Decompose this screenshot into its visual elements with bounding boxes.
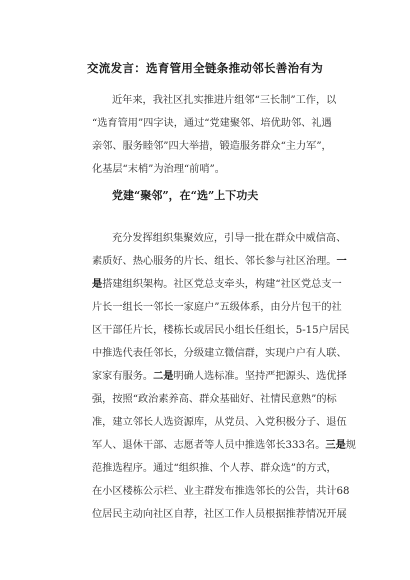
body-line [92, 273, 342, 296]
body-line [92, 480, 350, 503]
body-text: 片长一组长一邻长一家庭户”五级体系，由分片包干的社 [92, 302, 342, 313]
body-text: 区干部任片长，楼栋长或居民小组长任组长，5-15户居民 [92, 325, 350, 336]
body-text: 军人、退休干部、志愿者等人员中推选邻长333名。 [92, 440, 326, 451]
body-text: 规 [345, 440, 356, 451]
intro-line: “选育管用”四字诀，通过“党建聚邻、培优助邻、礼遇 [92, 118, 332, 129]
body-line [92, 365, 347, 388]
intro-line: 亲邻、服务睦邻”四大举措，锻造服务群众“主力军”， [92, 141, 332, 152]
body-line [92, 296, 342, 319]
body-text: 准，建立邻长人选资源库，从党员、入党积极分子、退伍 [92, 417, 347, 428]
intro-paragraph [92, 89, 337, 181]
emphasis-text: 二是 [153, 370, 174, 382]
body-text: 强，按照“政治素养高、群众基础好、社情民意熟”的标 [92, 394, 337, 405]
section-heading: 党建“聚邻”，在“选”上下功夫 [112, 189, 259, 202]
section-body-paragraph [92, 227, 356, 526]
document-title: 交流发言：选育管用全链条推动邻长善治有为 [87, 61, 323, 75]
body-line [92, 227, 347, 250]
body-line [92, 250, 347, 273]
intro-line: 近年来，我社区扎实推进片组邻“三长制”工作，以 [112, 95, 337, 106]
body-line [92, 388, 337, 411]
body-line [92, 319, 350, 342]
body-text: 范推选程序。通过“组织推、个人荐、群众选”的方式， [92, 463, 337, 474]
emphasis-text: 是 [92, 278, 103, 290]
body-line [92, 411, 347, 434]
body-text: 在小区楼栋公示栏、业主群发布推选邻长的公告，共计68 [92, 486, 350, 497]
body-text: 素质好、热心服务的片长、组长、邻长参与社区治理。 [92, 256, 337, 267]
body-text: 明确人选标准。坚持严把源头、选优择 [173, 371, 347, 382]
body-text: 家家有服务。 [92, 371, 154, 382]
intro-line: 化基层“末梢”为治理“前哨”。 [92, 164, 225, 175]
emphasis-text: 一 [336, 255, 347, 267]
emphasis-text: 三是 [325, 439, 346, 451]
body-text: 充分发挥组织集聚效应，引导一批在群众中威信高、 [112, 233, 347, 244]
body-line [92, 342, 347, 365]
body-text: 中推选代表任邻长，分级建立微信群，实现户户有人联、 [92, 348, 347, 359]
body-text: 位居民主动向社区自荐，社区工作人员根据推荐情况开展 [92, 509, 347, 520]
body-line [92, 457, 337, 480]
body-line [92, 503, 347, 526]
body-line [92, 434, 356, 457]
body-text: 搭建组织架构。社区党总支牵头，构建“社区党总支一 [102, 279, 342, 290]
